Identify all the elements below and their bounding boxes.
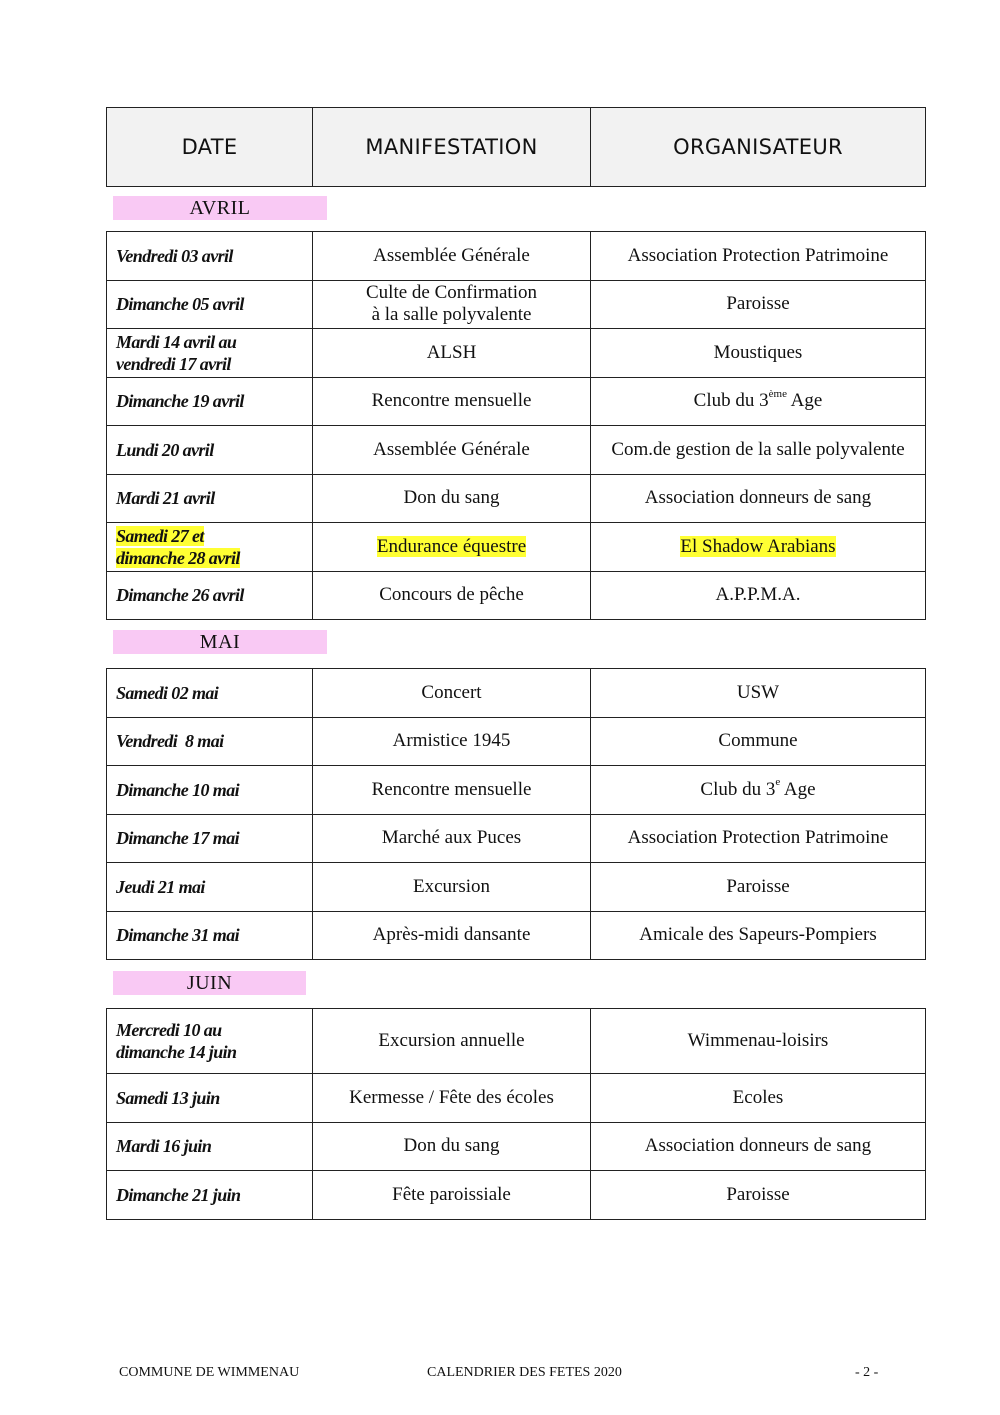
- table-row: [107, 1074, 926, 1123]
- organizer-suffix: Age: [786, 390, 823, 412]
- event-line: à la salle polyvalente: [371, 304, 532, 326]
- event-cell: Assemblée Générale: [313, 426, 591, 475]
- organizer-cell: [591, 377, 926, 426]
- table-row: [107, 474, 926, 523]
- header-table: [106, 107, 926, 187]
- date-line: Mercredi 10 au: [116, 1020, 222, 1040]
- month-label-avril: AVRIL: [113, 196, 327, 220]
- table-row: [107, 863, 926, 912]
- date-cell: Dimanche 10 mai: [107, 766, 313, 815]
- table-row: [107, 377, 926, 426]
- organizer-prefix: Club du 3: [700, 778, 776, 800]
- date-cell: Dimanche 31 mai: [107, 911, 313, 960]
- table-row: [107, 1122, 926, 1171]
- date-cell: Dimanche 05 avril: [107, 280, 313, 329]
- organizer-prefix: Club du 3: [693, 390, 769, 412]
- organizer-cell: Paroisse: [591, 280, 926, 329]
- table-row: [107, 232, 926, 281]
- table-row: [107, 523, 926, 572]
- organizer-suffix: Age: [780, 778, 816, 800]
- organizer-cell: Com.de gestion de la salle polyvalente: [591, 426, 926, 475]
- date-cell: Samedi 13 juin: [107, 1074, 313, 1123]
- organizer-cell: Paroisse: [591, 863, 926, 912]
- date-line-highlighted: dimanche 28 avril: [116, 547, 240, 568]
- date-cell: [107, 523, 313, 572]
- organizer-cell: A.P.P.M.A.: [591, 571, 926, 620]
- table-row: [107, 814, 926, 863]
- event-cell: Concours de pêche: [313, 571, 591, 620]
- table-mai: [106, 668, 926, 960]
- table-row: [107, 1009, 926, 1074]
- organizer-highlighted: El Shadow Arabians: [680, 535, 836, 557]
- event-line: Culte de Confirmation: [366, 282, 537, 304]
- event-cell: Armistice 1945: [313, 717, 591, 766]
- column-header-manifestation: MANIFESTATION: [313, 108, 591, 187]
- table-row: [107, 911, 926, 960]
- organizer-cell: [591, 766, 926, 815]
- footer-title: CALENDRIER DES FETES 2020: [427, 1365, 622, 1380]
- table-row: [107, 766, 926, 815]
- event-cell: Don du sang: [313, 1122, 591, 1171]
- event-cell: [313, 523, 591, 572]
- date-cell: Vendredi 03 avril: [107, 232, 313, 281]
- organizer-cell: Association donneurs de sang: [591, 1122, 926, 1171]
- organizer-cell: Wimmenau-loisirs: [591, 1009, 926, 1074]
- date-cell: Vendredi 8 mai: [107, 717, 313, 766]
- date-cell: Samedi 02 mai: [107, 669, 313, 718]
- date-line-highlighted: Samedi 27 et: [116, 525, 204, 546]
- date-cell: Lundi 20 avril: [107, 426, 313, 475]
- event-cell: Fête paroissiale: [313, 1171, 591, 1220]
- date-cell: Dimanche 21 juin: [107, 1171, 313, 1220]
- event-cell: Rencontre mensuelle: [313, 766, 591, 815]
- table-row: [107, 280, 926, 329]
- organizer-cell: Amicale des Sapeurs-Pompiers: [591, 911, 926, 960]
- footer-commune: COMMUNE DE WIMMENAU: [119, 1365, 300, 1380]
- column-header-date: DATE: [107, 108, 313, 187]
- date-cell: Mardi 21 avril: [107, 474, 313, 523]
- organizer-cell: USW: [591, 669, 926, 718]
- event-highlighted: Endurance équestre: [376, 535, 527, 557]
- month-label-mai: MAI: [113, 630, 327, 654]
- event-cell: Après-midi dansante: [313, 911, 591, 960]
- table-row: [107, 717, 926, 766]
- table-row: [107, 669, 926, 718]
- page-number: - 2 -: [855, 1365, 879, 1380]
- event-cell: Rencontre mensuelle: [313, 377, 591, 426]
- ordinal-superscript: ème: [768, 387, 787, 400]
- table-row: [107, 426, 926, 475]
- organizer-cell: Moustiques: [591, 329, 926, 378]
- ordinal-superscript: e: [775, 776, 781, 789]
- date-line: Mardi 14 avril au: [116, 331, 237, 352]
- date-cell: [107, 329, 313, 378]
- organizer-cell: Association Protection Patrimoine: [591, 814, 926, 863]
- organizer-cell: Association donneurs de sang: [591, 474, 926, 523]
- table-row: [107, 329, 926, 378]
- date-cell: Jeudi 21 mai: [107, 863, 313, 912]
- table-row: [107, 571, 926, 620]
- table-row: [107, 1171, 926, 1220]
- event-cell: Excursion annuelle: [313, 1009, 591, 1074]
- event-cell: [313, 280, 591, 329]
- date-line: vendredi 17 avril: [116, 353, 231, 374]
- event-cell: Excursion: [313, 863, 591, 912]
- event-cell: Marché aux Puces: [313, 814, 591, 863]
- event-cell: Kermesse / Fête des écoles: [313, 1074, 591, 1123]
- event-cell: ALSH: [313, 329, 591, 378]
- table-juin: [106, 1008, 926, 1220]
- column-header-organisateur: ORGANISATEUR: [591, 108, 926, 187]
- table-avril: [106, 231, 926, 620]
- event-cell: Assemblée Générale: [313, 232, 591, 281]
- event-cell: Don du sang: [313, 474, 591, 523]
- organizer-cell: Paroisse: [591, 1171, 926, 1220]
- date-cell: Dimanche 17 mai: [107, 814, 313, 863]
- date-cell: Dimanche 19 avril: [107, 377, 313, 426]
- organizer-cell: Commune: [591, 717, 926, 766]
- organizer-cell: Association Protection Patrimoine: [591, 232, 926, 281]
- date-cell: [107, 1009, 313, 1074]
- month-label-juin: JUIN: [113, 971, 306, 995]
- date-cell: Dimanche 26 avril: [107, 571, 313, 620]
- event-cell: Concert: [313, 669, 591, 718]
- date-cell: Mardi 16 juin: [107, 1122, 313, 1171]
- date-line: dimanche 14 juin: [116, 1042, 237, 1062]
- organizer-cell: [591, 523, 926, 572]
- organizer-cell: Ecoles: [591, 1074, 926, 1123]
